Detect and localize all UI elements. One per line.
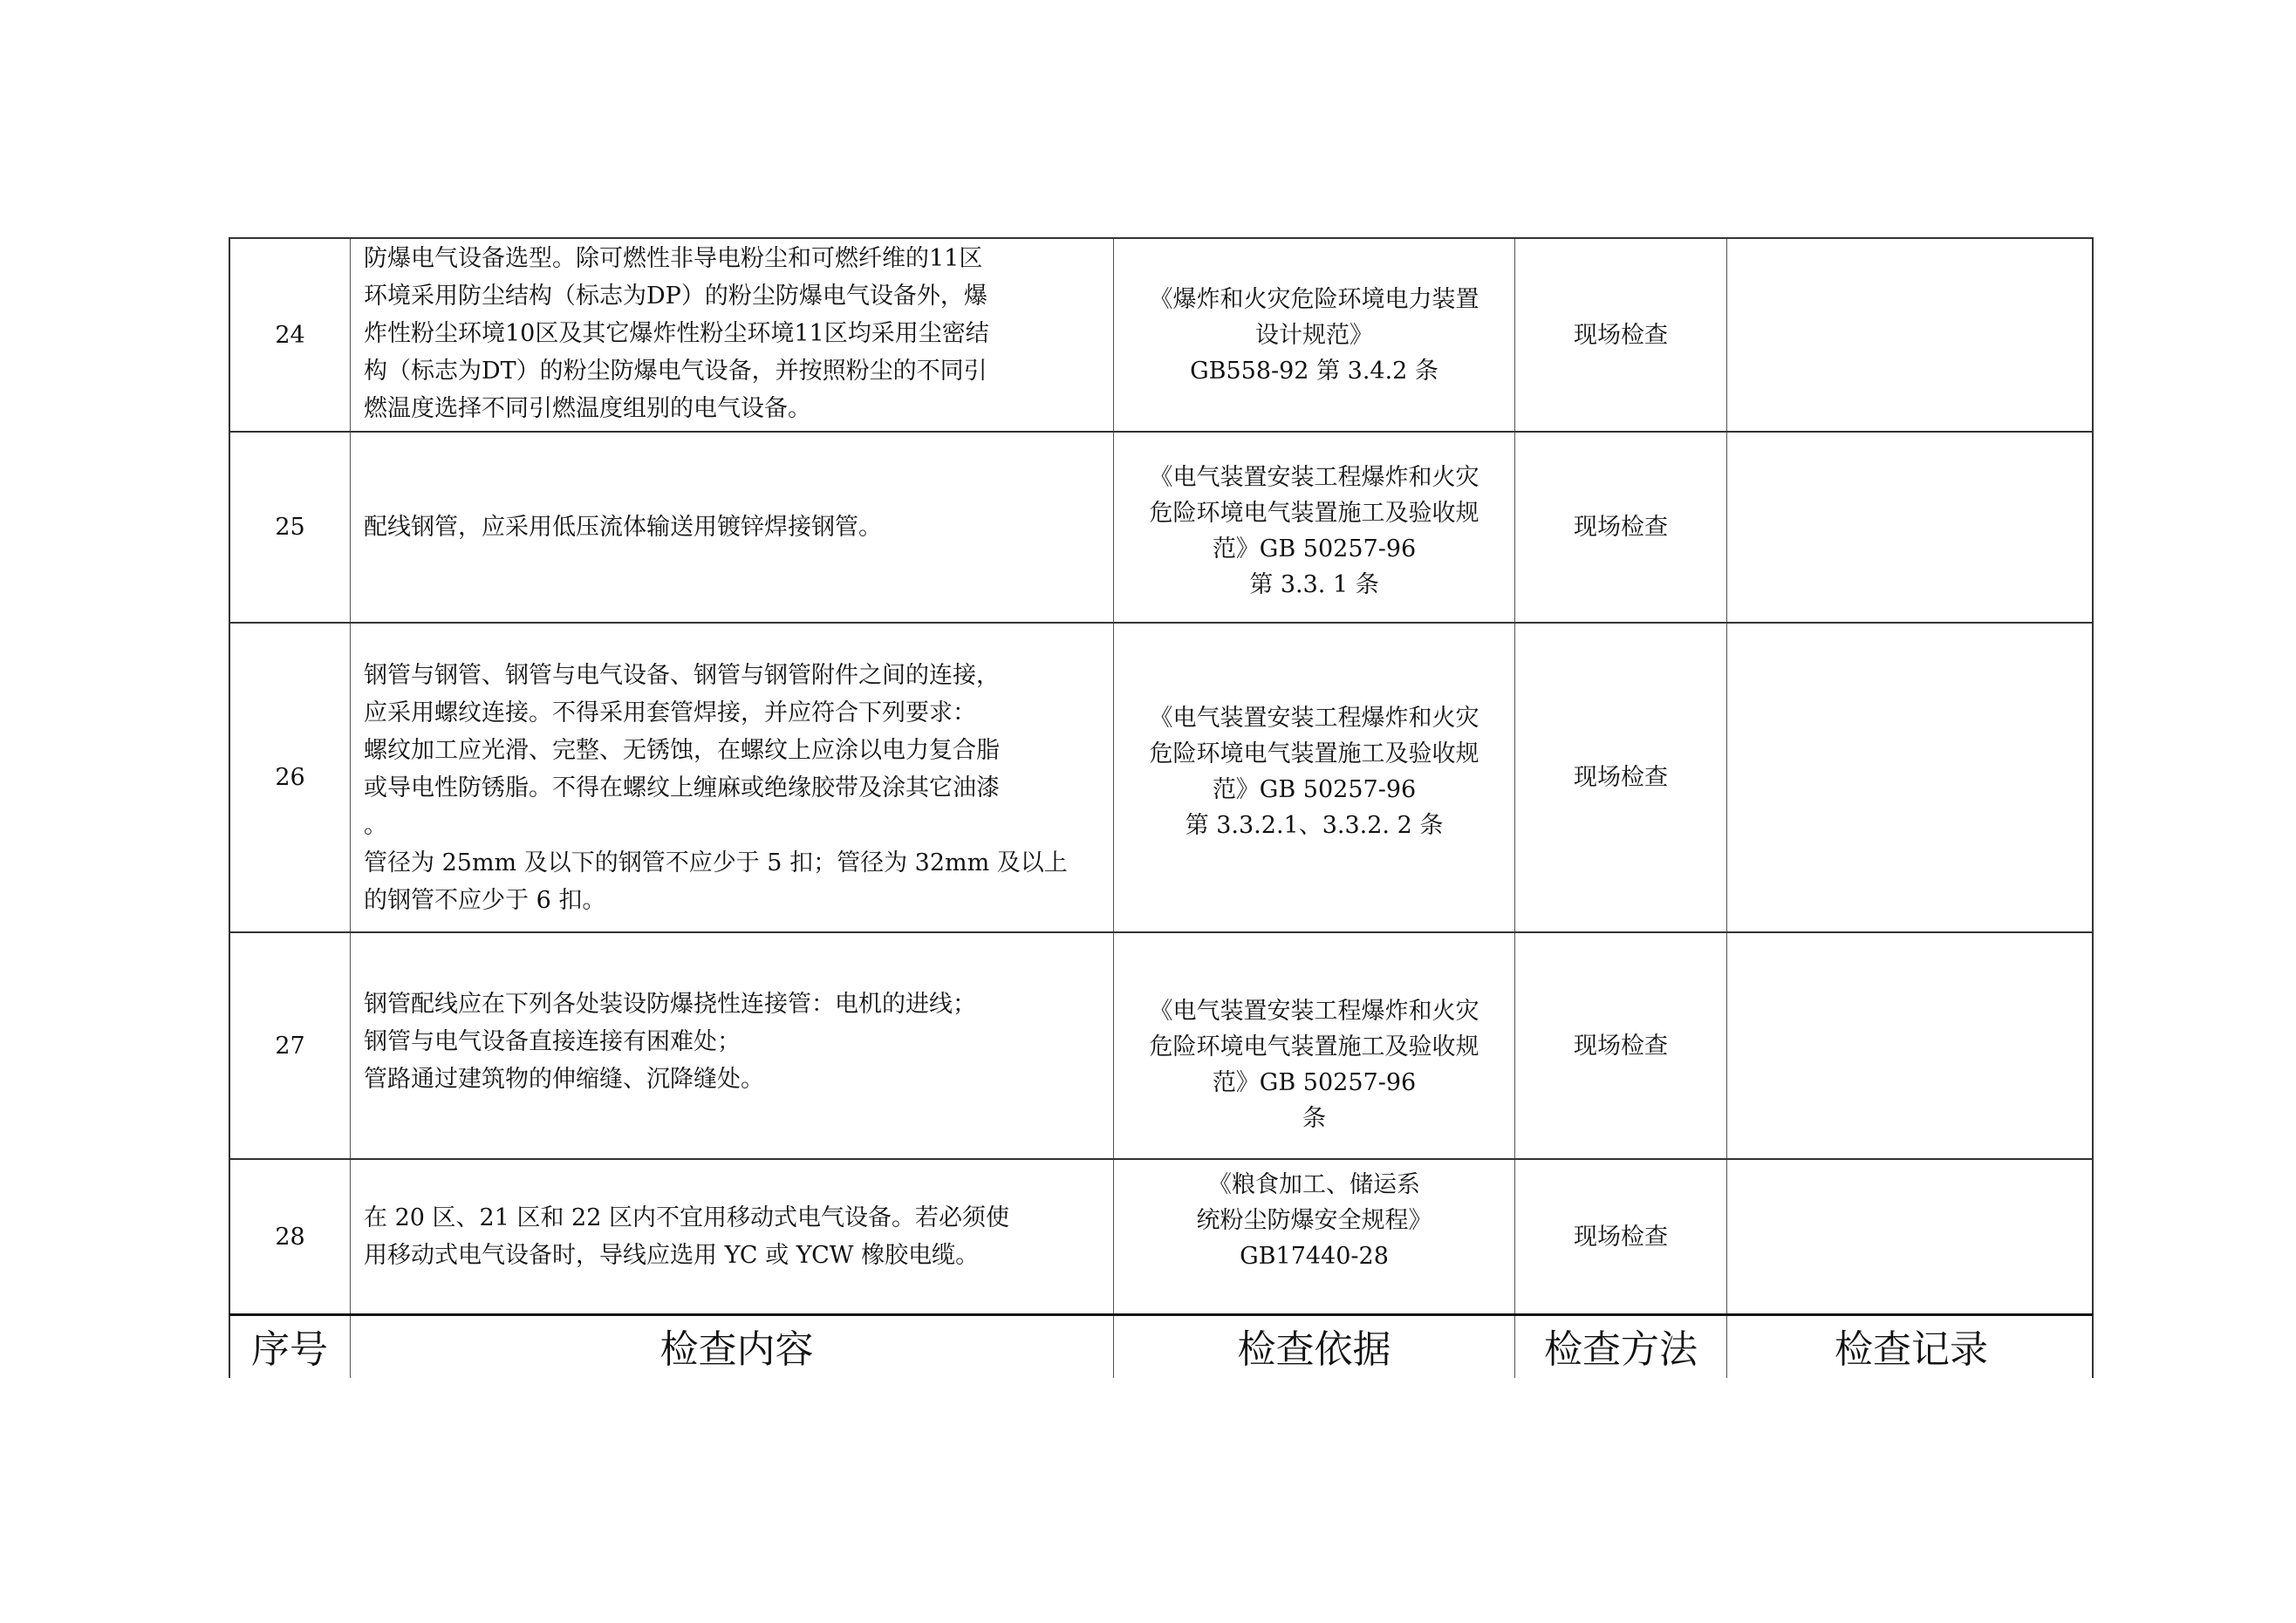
check-method: 现场检查	[1514, 624, 1726, 931]
check-basis	[1113, 933, 1514, 1158]
basis-line: 危险环境电气装置施工及验收规	[1149, 740, 1479, 767]
content-line: 管径为 25mm 及以下的钢管不应少于 5 扣；管径为 32mm 及以上	[364, 849, 1068, 876]
content-line: 防爆电气设备选型。除可燃性非导电粉尘和可燃纤维的11区	[364, 244, 983, 272]
check-method: 现场检查	[1514, 239, 1726, 431]
table-row	[229, 1158, 2094, 1313]
check-content	[350, 433, 1113, 622]
content-line: 用移动式电气设备时，导线应选用 YC 或 YCW 橡胶电缆。	[364, 1242, 980, 1269]
basis-line: 《粮食加工、储运系	[1208, 1170, 1420, 1198]
row-number: 27	[275, 1032, 305, 1060]
basis-line: GB17440-28	[1240, 1242, 1389, 1270]
content-line: 燃温度选择不同引燃温度组别的电气设备。	[364, 394, 811, 422]
row-number: 26	[275, 764, 305, 791]
content-line: 螺纹加工应光滑、完整、无锈蚀，在螺纹上应涂以电力复合脂	[364, 737, 1000, 764]
check-method: 现场检查	[1514, 933, 1726, 1158]
table-row	[229, 622, 2094, 931]
content-line: 钢管配线应在下列各处装设防爆挠性连接管：电机的进线；	[364, 990, 976, 1018]
row-number: 28	[275, 1223, 305, 1251]
check-basis	[1113, 239, 1514, 431]
content-line: 应采用螺纹连接。不得采用套管焊接，并应符合下列要求：	[364, 699, 976, 726]
header-content	[350, 1316, 1113, 1378]
content-line: 配线钢管，应采用低压流体输送用镀锌焊接钢管。	[364, 514, 882, 541]
content-line: 在 20 区、21 区和 22 区内不宜用移动式电气设备。若必须使	[364, 1204, 1009, 1231]
basis-line: 危险环境电气装置施工及验收规	[1149, 1033, 1479, 1060]
basis-line: 危险环境电气装置施工及验收规	[1149, 499, 1479, 527]
check-record	[1726, 1160, 2095, 1313]
check-basis	[1113, 624, 1514, 931]
basis-line: 范》GB 50257-96	[1212, 775, 1417, 803]
check-record	[1726, 239, 2095, 431]
check-content	[350, 933, 1113, 1158]
content-line: 构（标志为DT）的粉尘防爆电气设备，并按照粉尘的不同引	[364, 357, 987, 385]
header-record-label: 检查记录	[1835, 1327, 1988, 1372]
content-line: 炸性粉尘环境10区及其它爆炸性粉尘环境11区均采用尘密结	[364, 319, 989, 347]
basis-line: 第 3.3.2.1、3.3.2. 2 条	[1185, 811, 1444, 839]
table-row	[229, 431, 2094, 622]
check-record	[1726, 933, 2095, 1158]
content-line: 的钢管不应少于 6 扣。	[364, 887, 606, 914]
basis-line: 范》GB 50257-96	[1212, 535, 1417, 563]
check-content	[350, 239, 1113, 431]
basis-line: GB558-92 第 3.4.2 条	[1190, 357, 1438, 385]
content-line: 或导电性防锈脂。不得在螺纹上缠麻或绝缘胶带及涂其它油漆	[364, 774, 1000, 801]
basis-line: 统粉尘防爆安全规程》	[1196, 1206, 1432, 1234]
content-line: 钢管与钢管、钢管与电气设备、钢管与钢管附件之间的连接，	[364, 662, 1000, 689]
basis-line: 设计规范》	[1255, 321, 1373, 349]
check-record	[1726, 433, 2095, 622]
header-method: 检查方法	[1514, 1316, 1726, 1378]
check-record	[1726, 624, 2095, 931]
header-basis: 检查依据	[1113, 1316, 1514, 1378]
header-record	[1726, 1316, 2095, 1378]
basis-line: 《电气装置安装工程爆炸和火灾	[1149, 998, 1479, 1025]
check-basis	[1113, 1160, 1514, 1313]
basis-line: 条	[1302, 1105, 1326, 1132]
check-content	[350, 624, 1113, 931]
basis-line: 范》GB 50257-96	[1212, 1069, 1417, 1096]
header-content-label: 检查内容	[659, 1327, 814, 1372]
content-line: 钢管与电气设备直接连接有困难处；	[364, 1027, 741, 1055]
content-line: 管路通过建筑物的伸缩缝、沉降缝处。	[364, 1065, 764, 1093]
row-number: 24	[275, 321, 305, 349]
table-header-row	[229, 1313, 2094, 1378]
header-number: 序号	[251, 1327, 328, 1372]
table-row	[229, 237, 2094, 431]
content-line: 。	[364, 812, 387, 839]
check-basis	[1113, 433, 1514, 622]
basis-line: 第 3.3. 1 条	[1249, 570, 1379, 598]
row-number: 25	[275, 514, 305, 541]
inspection-table	[229, 237, 2094, 1378]
basis-line: 《电气装置安装工程爆炸和火灾	[1149, 463, 1479, 491]
check-method: 现场检查	[1514, 1160, 1726, 1313]
basis-line: 《爆炸和火灾危险环境电力装置	[1149, 285, 1479, 313]
check-method: 现场检查	[1514, 433, 1726, 622]
table-row	[229, 931, 2094, 1158]
basis-line: 《电气装置安装工程爆炸和火灾	[1149, 704, 1479, 732]
content-line: 环境采用防尘结构（标志为DP）的粉尘防爆电气设备外，爆	[364, 282, 987, 310]
check-content	[350, 1160, 1113, 1313]
